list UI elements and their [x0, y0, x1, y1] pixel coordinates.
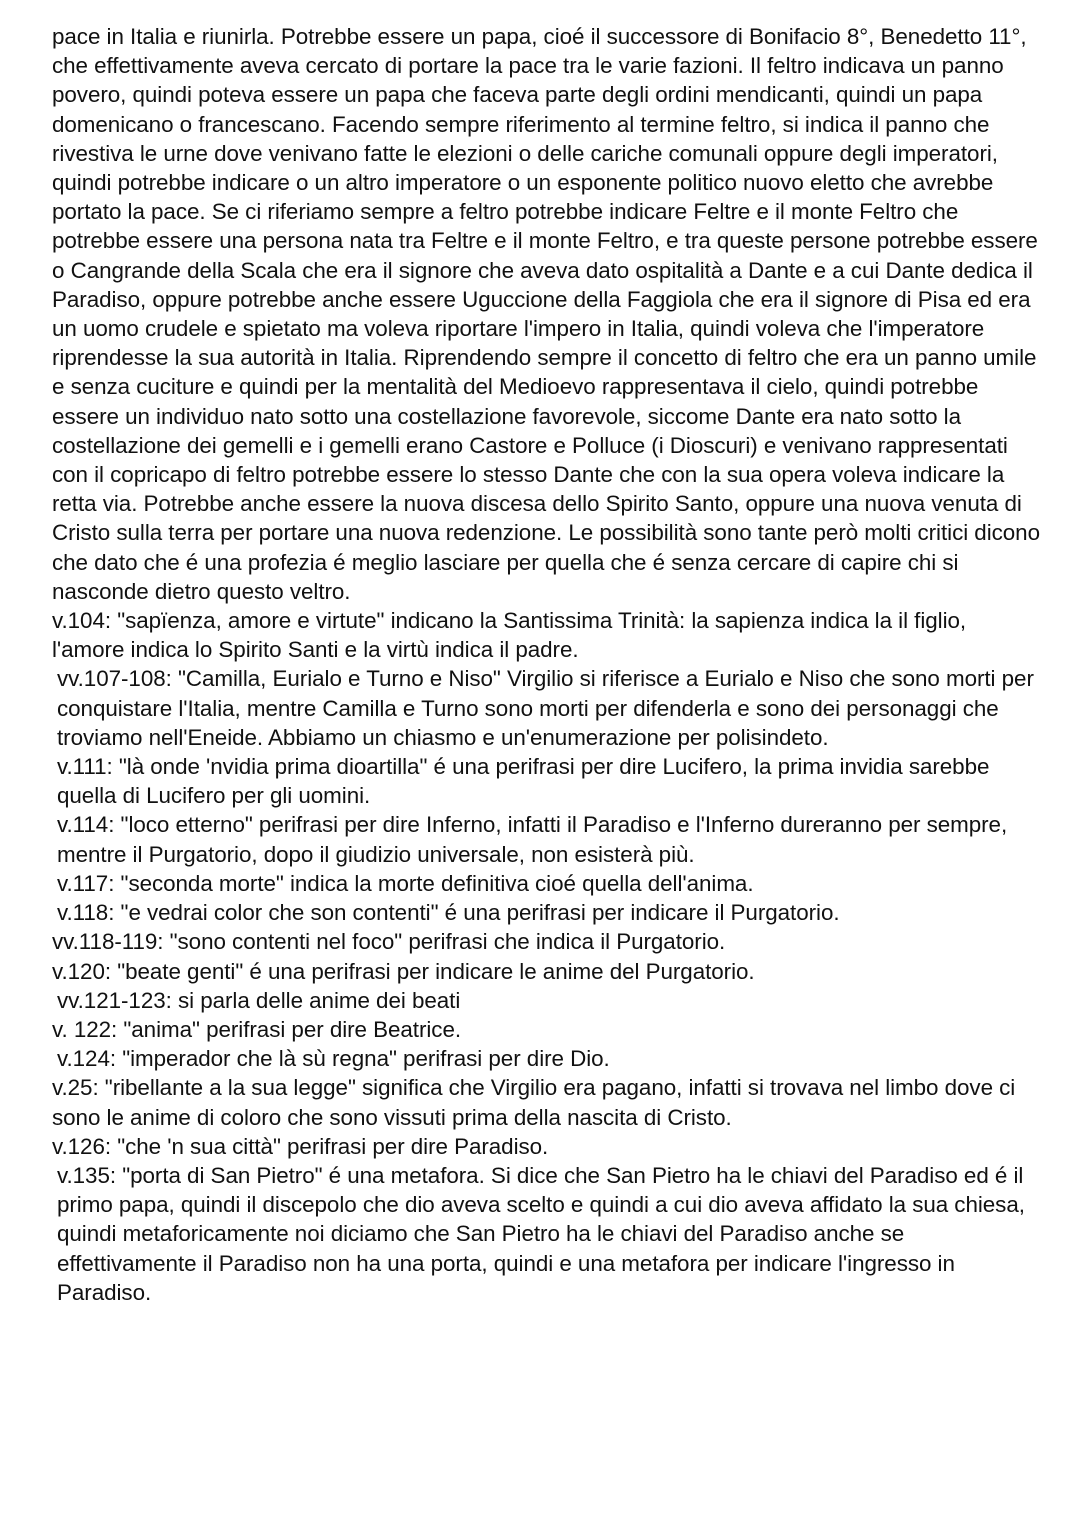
verse-notes: [52, 606, 1042, 1307]
note-v122: v. 122: "anima" perifrasi per dire Beatrice.: [52, 1016, 462, 1042]
note-v117: v.117: "seconda morte" indica la morte definitiva cioé quella dell'anima.: [57, 870, 754, 896]
document-page: [52, 22, 1042, 1307]
note-vv107-108: vv.107-108: "Camilla, Eurialo e Turno e Niso" Virgilio si riferisce a Eurialo e Niso che sono morti per conquistare l'Italia, mentre Camilla e Turno sono morti per difenderla e sono dei personaggi che troviamo nell'Eneide. Abbiamo un chiasmo e un'enumerazione per polisindeto.: [57, 666, 1034, 750]
note-vv118-119: vv.118-119: "sono contenti nel foco" perifrasi che indica il Purgatorio.: [52, 929, 726, 955]
note-v120: v.120: "beate genti" é una perifrasi per indicare le anime del Purgatorio.: [52, 958, 755, 984]
note-v104: v.104: "sapïenza, amore e virtute" indicano la Santissima Trinità: la sapienza indica la il figlio, l'amore indica lo Spirito Santi e la virtù indica il padre.: [52, 608, 967, 663]
note-v124: v.124: "imperador che là sù regna" perifrasi per dire Dio.: [57, 1046, 610, 1072]
note-v135: v.135: "porta di San Pietro" é una metafora. Si dice che San Pietro ha le chiavi del Paradiso ed é il primo papa, quindi il discepolo che dio aveva scelto e quindi a cui dio aveva affidato la sua chiesa, quindi metaforicamente noi diciamo che San Pietro ha le chiavi del Paradiso anche se effettivamente il Paradiso non ha una porta, quindi e una metafora per indicare l'ingresso in Paradiso.: [57, 1162, 1025, 1305]
note-v25: v.25: "ribellante a la sua legge" significa che Virgilio era pagano, infatti si trovava nel limbo dove ci sono le anime di coloro che sono vissuti prima della nascita di Cristo.: [52, 1075, 1016, 1130]
main-paragraph: pace in Italia e riunirla. Potrebbe essere un papa, cioé il successore di Bonifacio 8°, Benedetto 11°, che effettivamente aveva cercato di portare la pace tra le varie fazioni. Il feltro indicava un panno povero, quindi poteva essere un papa che faceva parte degli ordini mendicanti, quindi un papa domenicano o francescano. Facendo sempre riferimento al termine feltro, si indica il panno che rivestiva le urne dove venivano fatte le elezioni o delle cariche comunali oppure degli imperatori, quindi potrebbe indicare o un altro imperatore o un esponente politico nuovo eletto che avrebbe portato la pace. Se ci riferiamo sempre a feltro potrebbe indicare Feltre e il monte Feltro che potrebbe essere una persona nata tra Feltre e il monte Feltro, e tra queste persone potrebbe essere o Cangrande della Scala che era il signore che aveva dato ospitalità a Dante e a cui Dante dedica il Paradiso, oppure potrebbe anche essere Uguccione della Faggiola che era il signore di Pisa ed era un uomo crudele e spietato ma voleva riportare l'impero in Italia, quindi voleva che l'imperatore riprendesse la sua autorità in Italia. Riprendendo sempre il concetto di feltro che era un panno umile e senza cuciture e quindi per la mentalità del Medioevo rappresentava il cielo, quindi potrebbe essere un individuo nato sotto una costellazione favorevole, siccome Dante era nato sotto la costellazione dei gemelli e i gemelli erano Castore e Polluce (i Dioscuri) e venivano rappresentati con il copricapo di feltro potrebbe essere lo stesso Dante che con la sua opera voleva indicare la retta via. Potrebbe anche essere la nuova discesa dello Spirito Santo, oppure una nuova venuta di Cristo sulla terra per portare una nuova redenzione. Le possibilità sono tante però molti critici dicono che dato che é una profezia é meglio lasciare per quella che é senza cercare di capire chi si nasconde dietro questo veltro.: [52, 24, 1040, 604]
note-v118: v.118: "e vedrai color che son contenti" é una perifrasi per indicare il Purgatorio.: [57, 900, 840, 926]
note-v126: v.126: "che 'n sua città" perifrasi per dire Paradiso.: [52, 1133, 549, 1159]
note-v111: v.111: "là onde 'nvidia prima dioartilla" é una perifrasi per dire Lucifero, la prima invidia sarebbe quella di Lucifero per gli uomini.: [57, 754, 990, 809]
note-v114: v.114: "loco etterno" perifrasi per dire Inferno, infatti il Paradiso e l'Inferno dureranno per sempre, mentre il Purgatorio, dopo il giudizio universale, non esisterà più.: [57, 812, 1008, 867]
note-vv121-123: vv.121-123: si parla delle anime dei beati: [57, 987, 461, 1013]
